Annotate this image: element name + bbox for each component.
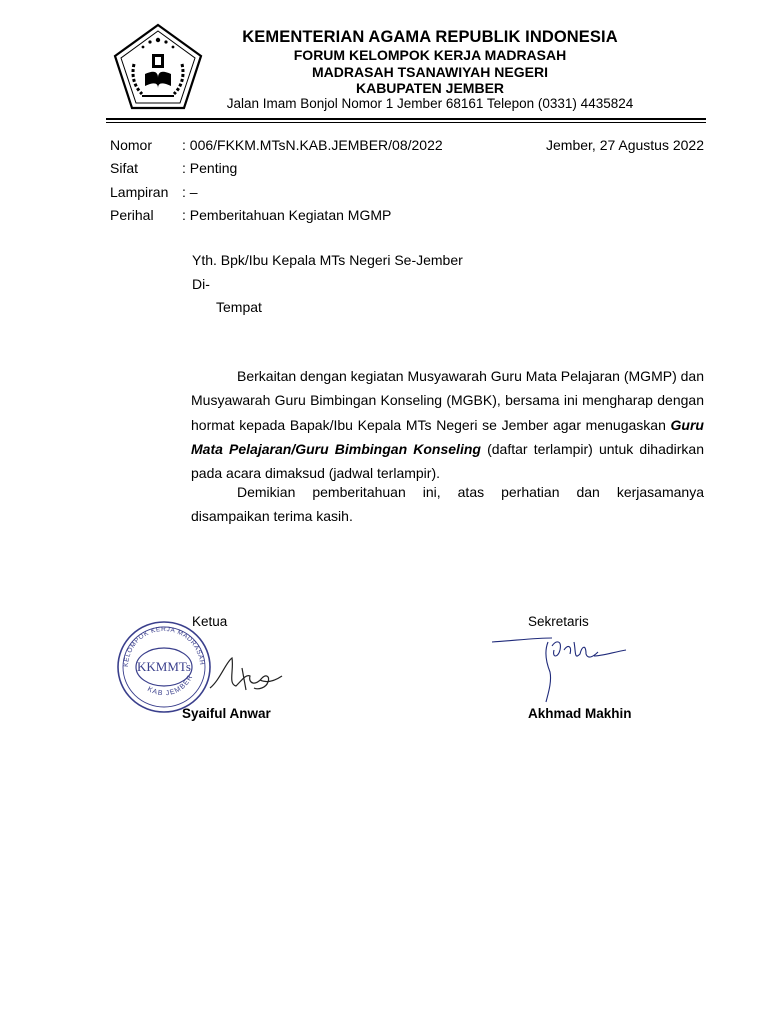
body-p1-before: Berkaitan dengan kegiatan Musyawarah Guru Mata Pelajaran (MGMP) dan Musyawarah Guru Bimbingan Konseling (MGBK), bersama ini mengharap dengan hormat kepada Bapak/Ibu Kepala MTs Negeri se Jember agar menugaskan	[191, 368, 704, 433]
header-rule-thick	[106, 118, 706, 120]
sekretaris-name: Akhmad Makhin	[528, 706, 632, 721]
stamp-ring-top: KELOMPOK KERJA MADRASAH	[122, 625, 206, 668]
school-title: MADRASAH TSANAWIYAH NEGERI	[312, 64, 548, 80]
ministry-title: KEMENTERIAN AGAMA REPUBLIK INDONESIA	[242, 28, 618, 46]
perihal-label: Perihal	[110, 207, 154, 223]
stamp-ring-bottom: KAB JEMBER	[146, 673, 195, 698]
recipient-di: Di-	[192, 276, 210, 292]
lampiran-value: : –	[182, 184, 198, 200]
perihal-value: : Pemberitahuan Kegiatan MGMP	[182, 207, 392, 223]
nomor-label: Nomor	[110, 137, 153, 153]
kkmmts-stamp	[114, 618, 214, 716]
body-p1-after: (daftar terlampir) untuk dihadirkan pada acara dimaksud (jadwal terlampir).	[191, 440, 704, 482]
forum-title: FORUM KELOMPOK KERJA MADRASAH	[293, 47, 567, 63]
body-p1-emphasis: Guru Mata Pelajaran/Guru Bimbingan Konseling	[191, 416, 704, 457]
regency-title: KABUPATEN JEMBER	[355, 80, 505, 96]
sekretaris-signature	[490, 632, 630, 704]
lampiran-label: Lampiran	[110, 184, 169, 200]
ketua-signature	[206, 650, 286, 698]
ketua-title: Ketua	[192, 614, 228, 629]
body-paragraph-1	[191, 364, 704, 485]
sifat-value: : Penting	[182, 160, 238, 176]
letter-date: Jember, 27 Agustus 2022	[546, 137, 704, 153]
stamp-center-text: KKMMTs	[137, 659, 191, 674]
ketua-name: Syaiful Anwar	[182, 706, 271, 721]
sifat-label: Sifat	[110, 160, 139, 176]
recipient-line: Yth. Bpk/Ibu Kepala MTs Negeri Se-Jember	[192, 252, 463, 268]
address: Jalan Imam Bonjol Nomor 1 Jember 68161 Telepon (0331) 4435824	[226, 96, 634, 111]
body-paragraph-2: Demikian pemberitahuan ini, atas perhatian dan kerjasamanya disampaikan terima kasih.	[191, 484, 704, 525]
nomor-value: : 006/FKKM.MTsN.KAB.JEMBER/08/2022	[182, 137, 443, 153]
recipient-place: Tempat	[216, 299, 262, 315]
header-rule-thin	[106, 122, 706, 123]
sekretaris-title: Sekretaris	[528, 614, 589, 629]
